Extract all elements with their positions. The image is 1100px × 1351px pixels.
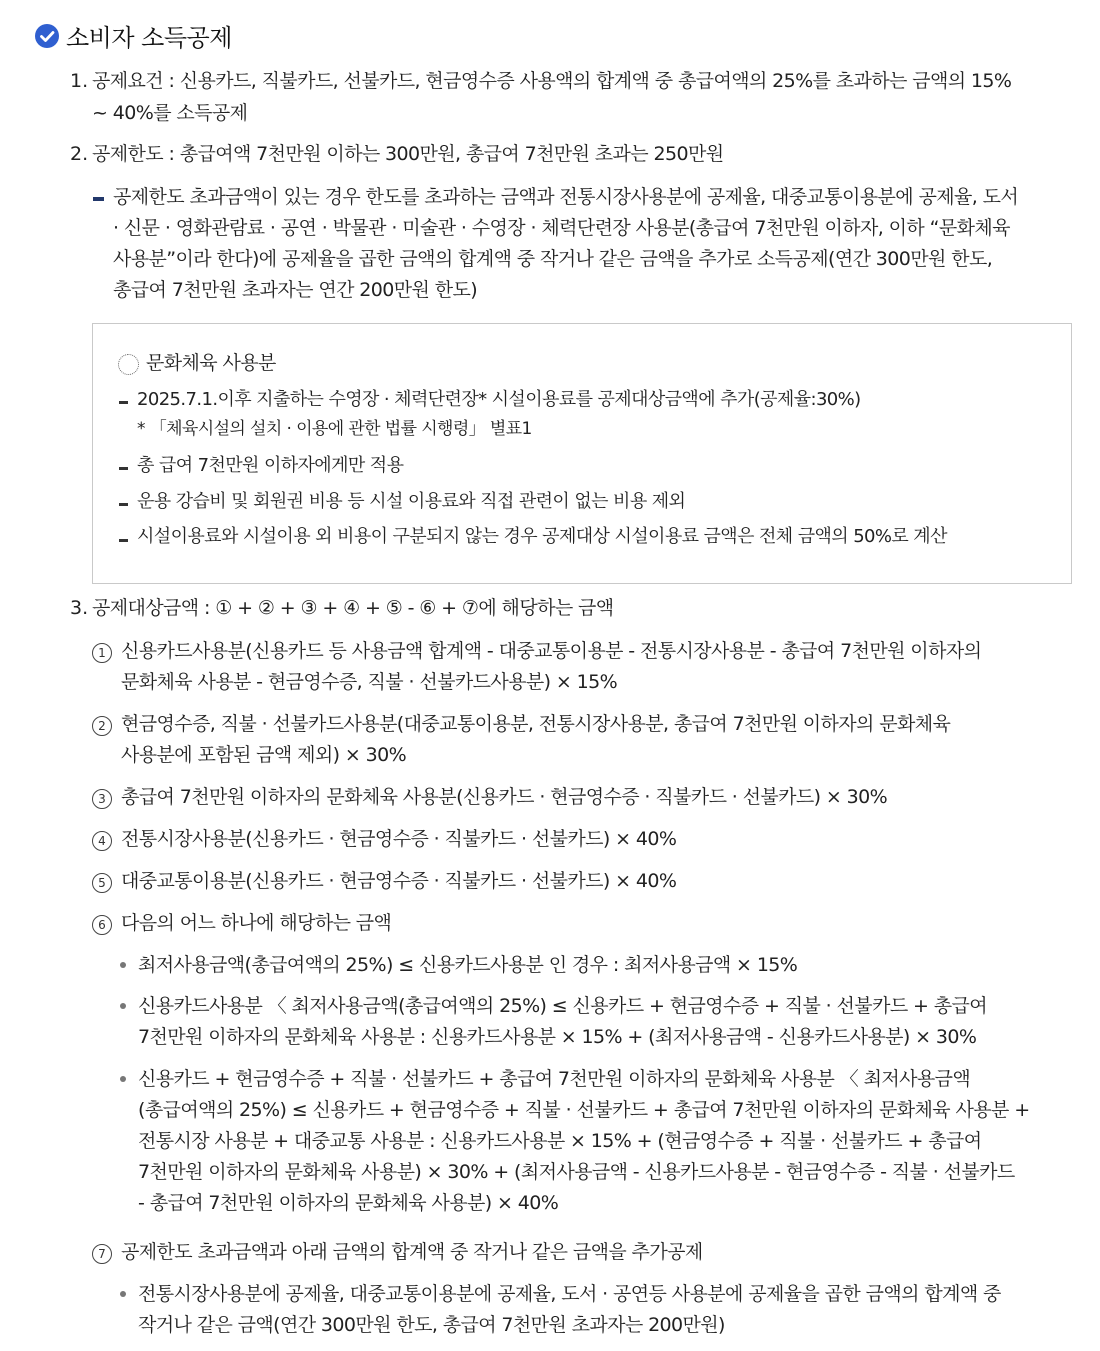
item-1-text-line-1: 공제요건 : 신용카드, 직불카드, 선불카드, 현금영수증 사용액의 합계액 중 총급여액의 25%를 초과하는 금액의 15% xyxy=(92,70,1012,92)
item-2-sub-line-1: 공제한도 초과금액이 있는 경우 한도를 초과하는 금액과 전통시장사용분에 공제율, 대중교통이용분에 공제율, 도서 xyxy=(113,186,1019,208)
item-3-2-line-1: 현금영수증, 직불 · 선불카드사용분(대중교통이용분, 전통시장사용분, 총급여 7천만원 이하자의 문화체육 xyxy=(121,713,951,735)
bullet-dot xyxy=(120,1076,126,1082)
item-2-sub-line-2: · 신문 · 영화관람료 · 공연 · 박물관 · 미술관 · 수영장 · 체력단련장 사용분(총급여 7천만원 이하자, 이하 “문화체육 xyxy=(113,217,1010,239)
item-1-number: 1. xyxy=(70,70,89,92)
item-3-number: 3. xyxy=(70,597,89,619)
item-1-text-line-2: ~ 40%를 소득공제 xyxy=(92,102,248,124)
item-2-number: 2. xyxy=(70,143,89,165)
item-3-4-line-1: 전통시장사용분(신용카드 · 현금영수증 · 직불카드 · 선불카드) × 40% xyxy=(121,828,677,850)
item-3-1-line-2: 문화체육 사용분 - 현금영수증, 직불 · 선불카드사용분) × 15% xyxy=(121,671,618,693)
circled-number-4: 4 xyxy=(92,831,112,851)
dash-marker xyxy=(119,503,128,506)
item-3-6-bullet-3-line-1: 신용카드 + 현금영수증 + 직불 · 선불카드 + 총급여 7천만원 이하자의 문화체육 사용분 〈 최저사용금액 xyxy=(138,1068,971,1090)
item-3-6-bullet-2-line-1: 신용카드사용분 〈 최저사용금액(총급여액의 25%) ≤ 신용카드 + 현금영수증 + 직불 · 선불카드 + 총급여 xyxy=(138,995,988,1017)
circled-number-2: 2 xyxy=(92,716,112,736)
item-3-6-bullet-3-line-3: 전통시장 사용분 + 대중교통 사용분 : 신용카드사용분 × 15% + (현금영수증 + 직불 · 선불카드 + 총급여 xyxy=(138,1130,982,1152)
circled-number-1: 1 xyxy=(92,643,112,663)
item-2-sub-line-3: 사용분”이라 한다)에 공제율을 곱한 금액의 합계액 중 작거나 같은 금액을 추가로 소득공제(연간 300만원 한도, xyxy=(113,248,993,270)
item-3-6-bullet-3-line-4: 7천만원 이하자의 문화체육 사용분) × 30% + (최저사용금액 - 신용카드사용분 - 현금영수증 - 직불 · 선불카드 xyxy=(138,1161,1015,1183)
item-3-6-bullet-3-line-2: (총급여액의 25%) ≤ 신용카드 + 현금영수증 + 직불 · 선불카드 + 총급여 7천만원 이하자의 문화체육 사용분 + xyxy=(138,1099,1030,1121)
item-3-7-line-1: 공제한도 초과금액과 아래 금액의 합계액 중 작거나 같은 금액을 추가공제 xyxy=(121,1241,703,1263)
item-3-3-line-1: 총급여 7천만원 이하자의 문화체육 사용분(신용카드 · 현금영수증 · 직불카드 · 선불카드) × 30% xyxy=(121,786,888,808)
dash-marker xyxy=(119,539,128,542)
item-3-2-line-2: 사용분에 포함된 금액 제외) × 30% xyxy=(121,744,407,766)
section-title: 소비자 소득공제 xyxy=(66,24,232,52)
item-3-6-line-1: 다음의 어느 하나에 해당하는 금액 xyxy=(121,912,392,934)
item-3-6-bullet-2-line-2: 7천만원 이하자의 문화체육 사용분 : 신용카드사용분 × 15% + (최저사용금액 - 신용카드사용분) × 30% xyxy=(138,1026,977,1048)
circled-number-3: 3 xyxy=(92,789,112,809)
item-3-1-line-1: 신용카드사용분(신용카드 등 사용금액 합계액 - 대중교통이용분 - 전통시장사용분 - 총급여 7천만원 이하자의 xyxy=(121,640,982,662)
section-header xyxy=(34,18,232,53)
circled-number-5: 5 xyxy=(92,873,112,893)
item-2-text: 공제한도 : 총급여액 7천만원 이하는 300만원, 총급여 7천만원 초과는 250만원 xyxy=(92,143,724,165)
dash-marker xyxy=(93,197,104,201)
item-3-6-bullet-3-line-5: - 총급여 7천만원 이하자의 문화체육 사용분) × 40% xyxy=(138,1192,559,1214)
item-3-7-bullet-1-line-2: 작거나 같은 금액(연간 300만원 한도, 총급여 7천만원 초과자는 200만원) xyxy=(138,1314,725,1336)
box-heading: 문화체육 사용분 xyxy=(146,352,276,374)
box-item-1-note: * 「체육시설의 설치 · 이용에 관한 법률 시행령」 별표1 xyxy=(137,419,532,439)
box-item-1: 2025.7.1.이후 지출하는 수영장 · 체력단련장* 시설이용료를 공제대상금액에 추가(공제율:30%) xyxy=(137,389,861,410)
item-3-heading: 공제대상금액 : ① + ② + ③ + ④ + ⑤ - ⑥ + ⑦에 해당하는 금액 xyxy=(92,597,614,619)
item-3-6-bullet-1: 최저사용금액(총급여액의 25%) ≤ 신용카드사용분 인 경우 : 최저사용금액 × 15% xyxy=(138,954,798,976)
circled-number-7: 7 xyxy=(92,1244,112,1264)
dotted-circle-icon xyxy=(118,354,139,375)
box-item-3: 운용 강습비 및 회원권 비용 등 시설 이용료와 직접 관련이 없는 비용 제외 xyxy=(137,491,686,512)
dash-marker xyxy=(119,467,128,470)
bullet-dot xyxy=(120,1003,126,1009)
bullet-dot xyxy=(120,1291,126,1297)
bullet-dot xyxy=(120,962,126,968)
item-3-5-line-1: 대중교통이용분(신용카드 · 현금영수증 · 직불카드 · 선불카드) × 40% xyxy=(121,870,677,892)
box-item-2: 총 급여 7천만원 이하자에게만 적용 xyxy=(137,455,404,476)
dash-marker xyxy=(119,401,128,404)
box-item-4: 시설이용료와 시설이용 외 비용이 구분되지 않는 경우 공제대상 시설이용료 금액은 전체 금액의 50%로 계산 xyxy=(137,526,947,547)
item-3-7-bullet-1-line-1: 전통시장사용분에 공제율, 대중교통이용분에 공제율, 도서 · 공연등 사용분에 공제율을 곱한 금액의 합계액 중 xyxy=(138,1283,1001,1305)
check-circle-icon xyxy=(34,23,60,49)
circled-number-6: 6 xyxy=(92,915,112,935)
item-2-sub-line-4: 총급여 7천만원 초과자는 연간 200만원 한도) xyxy=(113,279,478,301)
